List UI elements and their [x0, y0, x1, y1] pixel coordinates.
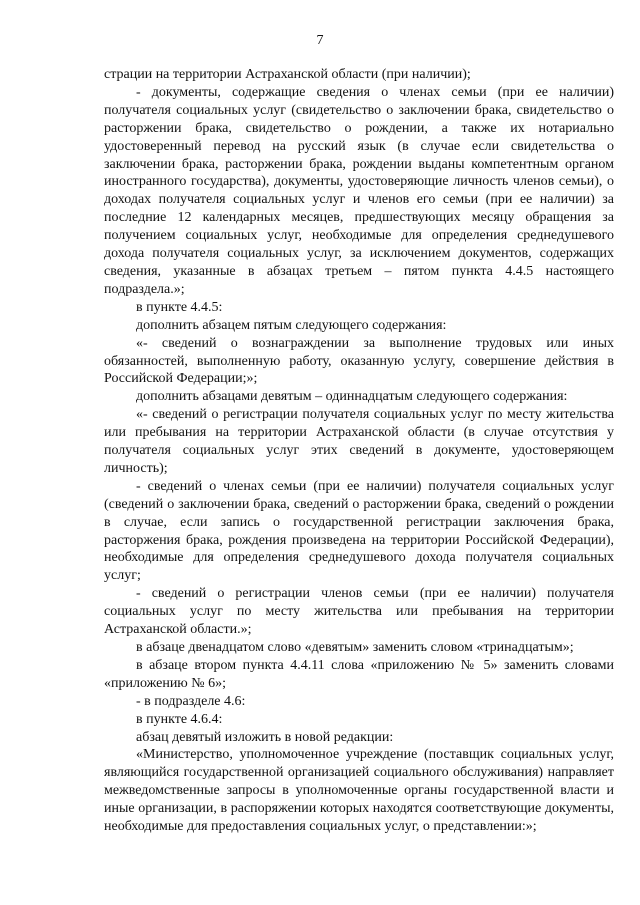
paragraph: в абзаце двенадцатом слово «девятым» заменить словом «тринадцатым»;: [136, 640, 574, 655]
paragraph: дополнить абзацами девятым – одиннадцатым следующего содержания:: [136, 389, 568, 405]
paragraph: в пункте 4.6.4:: [136, 711, 223, 727]
paragraph: - сведений о регистрации членов семьи (при ее наличии) получателя социальных услуг по месту жительства или пребывания на территории Астраханской области.»;: [104, 586, 614, 638]
paragraph: «Министерство, уполномоченное учреждение (поставщик социальных услуг, являющийся государственной организацией социального обслуживания) направляет межведомственные запросы в уполномоченные органы государственной власти и иные организации, в распоряжении которых находятся соответствующие документы, необходимые для предоставления социальных услуг, о представлении:»;: [104, 747, 614, 835]
paragraph: дополнить абзацем пятым следующего содержания:: [136, 317, 447, 333]
page-number: 7: [316, 33, 324, 48]
paragraph: в абзаце втором пункта 4.4.11 слова «приложению № 5» заменить словами «приложению № 6»;: [104, 657, 614, 691]
document-body: [104, 66, 614, 836]
paragraph: «- сведений о вознаграждении за выполнение трудовых или иных обязанностей, выполненную работу, оказанную услугу, совершение действия в Российской Федерации;»;: [104, 335, 614, 387]
paragraph: абзац девятый изложить в новой редакции:: [136, 729, 394, 745]
paragraph: - документы, содержащие сведения о членах семьи (при ее наличии) получателя социальных услуг (свидетельство о заключении брака, свидетельство о расторжении брака, свидетельство о рождении, а также их нотариально удостоверенный перевод на русский язык (в случае если свидетельства о заключении брака, расторжении брака, рождении выданы компетентным органом иностранного государства), документы, удостоверяющие личность членов семьи), о доходах получателя социальных услуг и членов его семьи (при ее наличии) за последние 12 календарных месяцев, предшествующих месяцу обращения за получением социальных услуг, необходимые для определения среднедушевого дохода получателя социальных услуг, за исключением документов, содержащих сведения, указанные в абзацах третьем – пятом пункта 4.4.5 настоящего подраздела.»;: [104, 84, 614, 297]
paragraph: - в подразделе 4.6:: [136, 693, 246, 709]
paragraph: «- сведений о регистрации получателя социальных услуг по месту жительства или пребывания на территории Астраханской области (в случае отсутствия у получателя социальных услуг этих сведений в документе, удостоверяющем личность);: [104, 407, 614, 476]
paragraph: страции на территории Астраханской области (при наличии);: [104, 67, 471, 82]
paragraph: - сведений о членах семьи (при ее наличии) получателя социальных услуг (сведений о заключении брака, сведений о расторжении брака, сведений о рождении в случае, если запись о государственной регистрации заключения брака, расторжения брака, рождения произведена на территории Российской Федерации), необходимые для определения среднедушевого дохода получателя социальных услуг;: [104, 478, 614, 584]
paragraph: в пункте 4.4.5:: [136, 299, 223, 315]
